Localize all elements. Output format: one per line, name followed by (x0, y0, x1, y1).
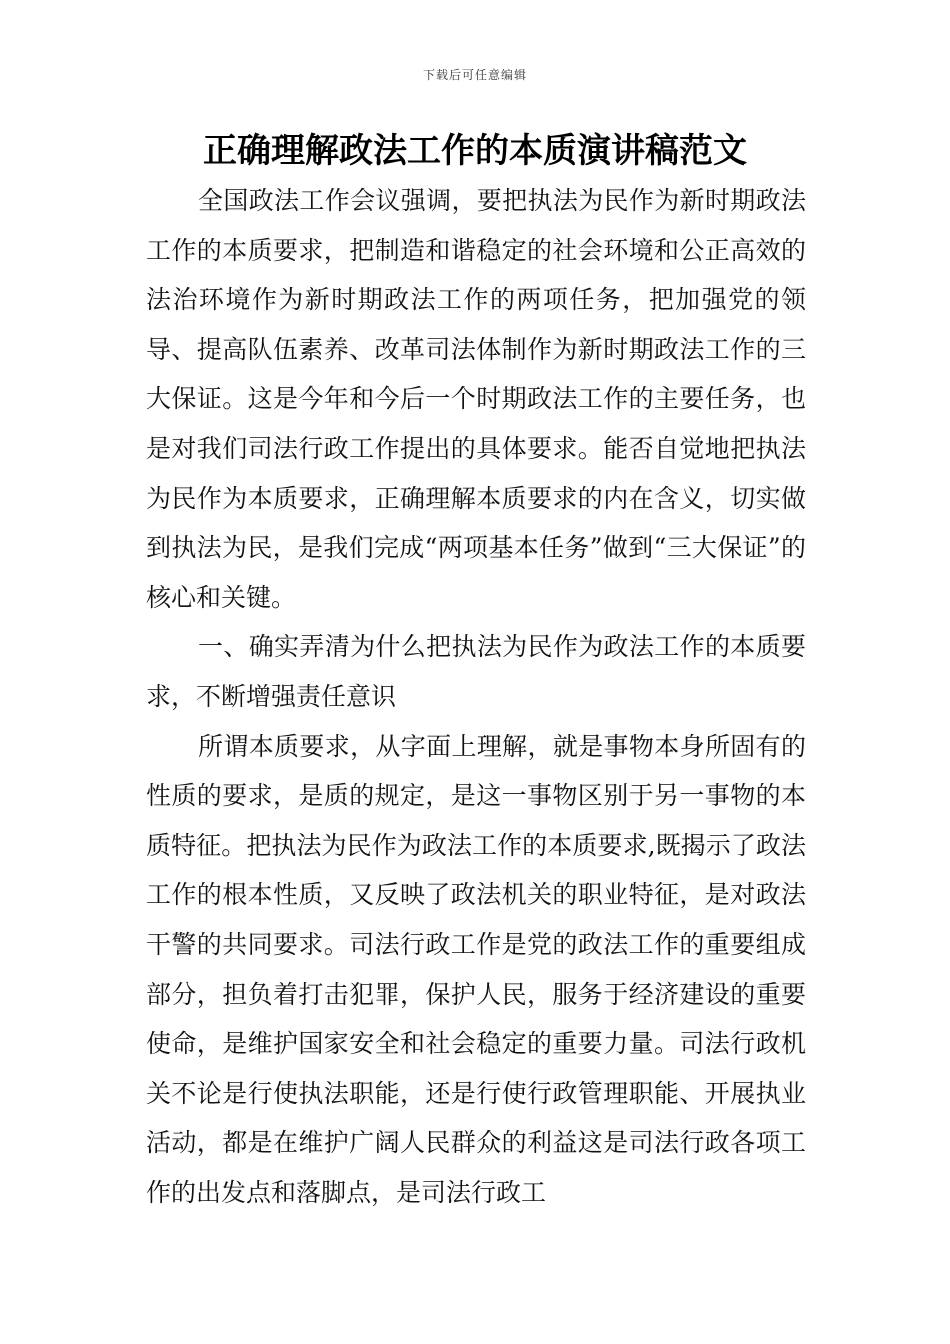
paragraph-body: 所谓本质要求，从字面上理解，就是事物本身所固有的性质的要求，是质的规定，是这一事物区别于另一事物的本质特征。把执法为民作为政法工作的本质要求,既揭示了政法工作的根本性质，又反映了政法机关的职业特征，是对政法干警的共同要求。司法行政工作是党的政法工作的重要组成部分，担负着打击犯罪，保护人民，服务于经济建设的重要使命，是维护国家安全和社会稳定的重要力量。司法行政机关不论是行使执法职能，还是行使行政管理职能、开展执业活动，都是在维护广阔人民群众的利益这是司法行政各项工作的出发点和落脚点，是司法行政工 (146, 731, 806, 1207)
paragraph-intro: 全国政法工作会议强调，要把执法为民作为新时期政法工作的本质要求，把制造和谐稳定的社会环境和公正高效的法治环境作为新时期政法工作的两项任务，把加强党的领导、提高队伍素养、改革司法体制作为新时期政法工作的三大保证。这是今年和今后一个时期政法工作的主要任务，也是对我们司法行政工作提出的具体要求。能否自觉地把执法为民作为本质要求，正确理解本质要求的内在含义，切实做到执法为民，是我们完成“两项基本任务”做到“三大保证”的核心和关键。 (146, 186, 806, 612)
paragraph-section-heading: 一、确实弄清为什么把执法为民作为政法工作的本质要求，不断增强责任意识 (146, 632, 806, 711)
document-title: 正确理解政法工作的本质演讲稿范文 (203, 131, 747, 171)
header-note: 下载后可任意编辑 (422, 68, 527, 82)
document-body (146, 176, 806, 1217)
